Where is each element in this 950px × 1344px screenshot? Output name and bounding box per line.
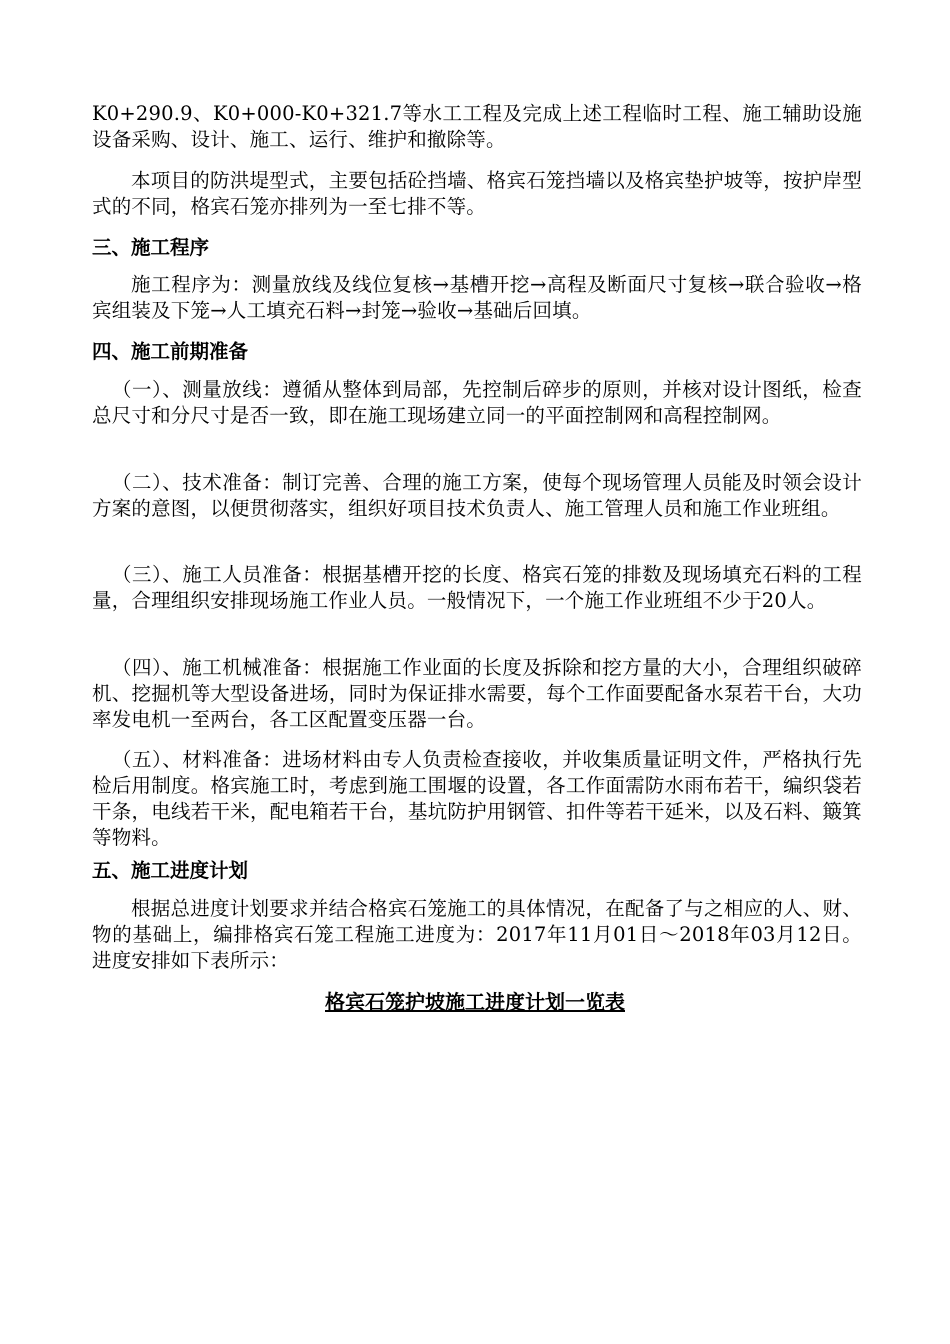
prep-item-survey: （一）、测量放线：遵循从整体到局部，先控制后碎步的原则，并核对设计图纸，检查总尺寸和分尺寸是否一致，即在施工现场建立同一的平面控制网和高程控制网。	[92, 378, 862, 427]
schedule-table-title: 格宾石笼护坡施工进度计划一览表	[325, 990, 625, 1014]
project-type-paragraph: 本项目的防洪堤型式，主要包括砼挡墙、格宾石笼挡墙以及格宾垫护坡等，按护岸型式的不同，格宾石笼亦排列为一至七排不等。	[92, 169, 862, 218]
scope-paragraph: K0+290.9、K0+000-K0+321.7等水工工程及完成上述工程临时工程、施工辅助设施设备采购、设计、施工、运行、维护和撤除等。	[92, 102, 862, 151]
prep-item-machinery: （四）、施工机械准备：根据施工作业面的长度及拆除和挖方量的大小，合理组织破碎机、挖掘机等大型设备进场，同时为保证排水需要，每个工作面要配备水泵若干台，大功率发电机一至两台，各工区配置变压器一台。	[92, 656, 862, 731]
prep-item-personnel: （三）、施工人员准备：根据基槽开挖的长度、格宾石笼的排数及现场填充石料的工程量，合理组织安排现场施工作业人员。一般情况下，一个施工作业班组不少于20人。	[92, 563, 862, 612]
prep-item-materials: （五）、材料准备：进场材料由专人负责检查接收，并收集质量证明文件，严格执行先检后用制度。格宾施工时，考虑到施工围堰的设置，各工作面需防水雨布若干，编织袋若干条，电线若干米，配电箱若干台，基坑防护用钢管、扣件等若干延米，以及石料、簸箕等物料。	[92, 748, 862, 849]
schedule-paragraph: 根据总进度计划要求并结合格宾石笼施工的具体情况，在配备了与之相应的人、财、物的基础上，编排格宾石笼工程施工进度为：2017年11月01日～2018年03月12日。进度安排如下表所示：	[92, 897, 862, 972]
prep-item-technical: （二）、技术准备：制订完善、合理的施工方案，使每个现场管理人员能及时领会设计方案的意图，以便贯彻落实，组织好项目技术负责人、施工管理人员和施工作业班组。	[92, 471, 862, 520]
procedure-paragraph: 施工程序为：测量放线及线位复核→基槽开挖→高程及断面尺寸复核→联合验收→格宾组装及下笼→人工填充石料→封笼→验收→基础后回填。	[92, 273, 862, 322]
section-heading-procedure: 三、施工程序	[92, 236, 210, 259]
section-heading-preparation: 四、施工前期准备	[92, 340, 249, 363]
section-heading-schedule: 五、施工进度计划	[92, 859, 249, 882]
